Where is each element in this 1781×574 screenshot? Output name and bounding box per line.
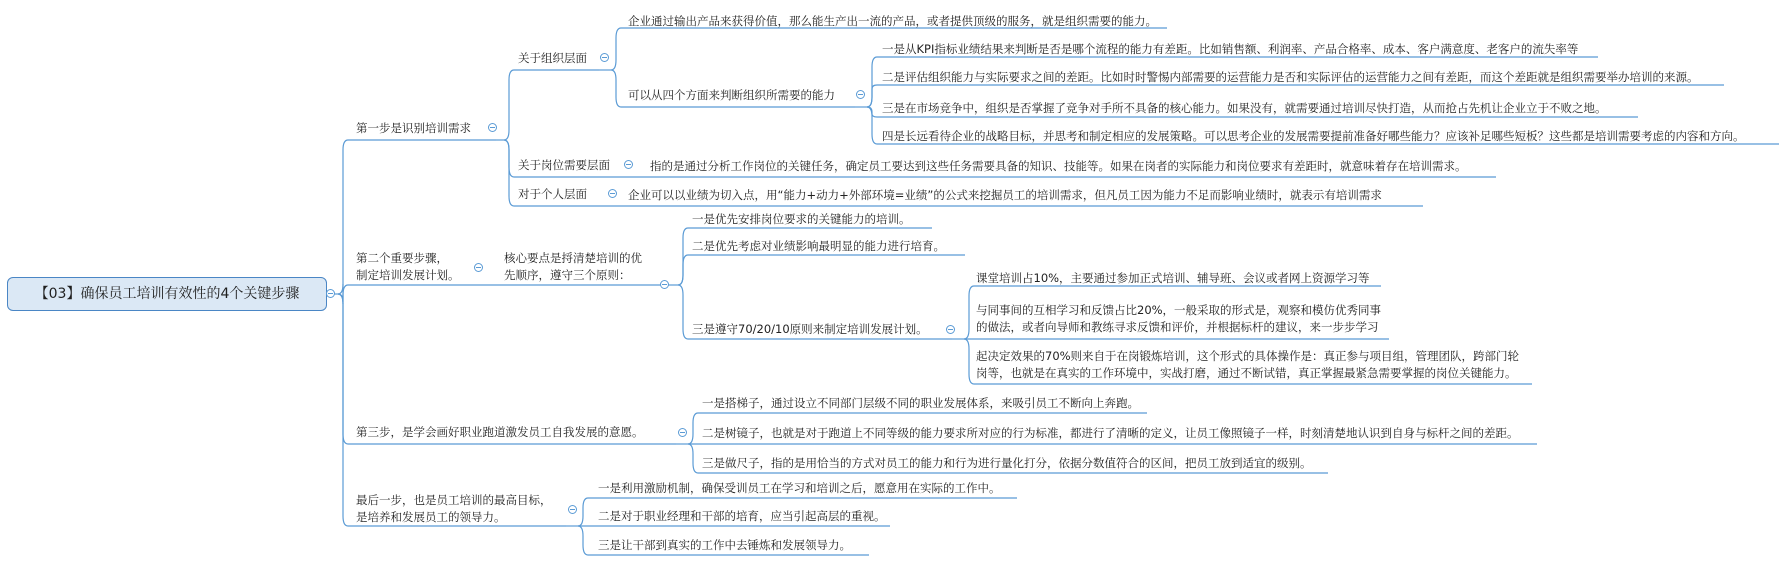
link-step1-person: [504, 140, 514, 206]
org-aspect-4[interactable]: 四是长远看待企业的战略目标，并思考和制定相应的发展策略。可以思考企业的发展需要提前准备好哪些能力？应该补足哪些短板？这些都是培训需要考虑的内容和方向。: [882, 129, 1745, 143]
collapse-core-icon[interactable]: [660, 280, 669, 289]
collapse-root-icon[interactable]: [326, 289, 335, 298]
org-value-node[interactable]: 企业通过输出产品来获得价值，那么能生产出一流的产品，或者提供顶级的服务，就是组织需要的能力。: [628, 14, 1157, 28]
rule-70-percent[interactable]: 起决定效果的70%则来自于在岗锻炼培训，这个形式的具体操作是：真正参与项目组，管理团队，跨部门轮岗等，也就是在真实的工作环境中，实战打磨，通过不断试错，真正掌握最紧急需要掌握的岗位关键能力。: [976, 349, 1520, 380]
root-node[interactable]: 【03】确保员工培训有效性的4个关键步骤: [7, 277, 327, 311]
rule-10-percent[interactable]: 课堂培训占10%，主要通过参加正式培训、辅导班、会议或者网上资源学习等: [976, 271, 1370, 285]
org-aspect-2[interactable]: 二是评估组织能力与实际要求之间的差距。比如时时警惕内部需要的运营能力是否和实际评估的运营能力之间有差距，而这个差距就是组织需要举办培训的来源。: [882, 70, 1699, 84]
link-core-p1: [678, 228, 932, 285]
link-core-p2: [678, 255, 965, 285]
post-value-node[interactable]: 指的是通过分析工作岗位的关键任务，确定员工要达到这些任务需要具备的知识、技能等。如果在岗者的实际能力和岗位要求有差距时，就意味着存在培训需求。: [650, 159, 1467, 173]
step3-node[interactable]: 第三步，是学会画好职业跑道激发员工自我发展的意愿。: [356, 425, 644, 439]
link-trunk-step1: [338, 140, 348, 294]
collapse-step1-icon[interactable]: [488, 123, 497, 132]
principle-1[interactable]: 一是优先安排岗位要求的关键能力的培训。: [692, 212, 911, 226]
org-aspect-1[interactable]: 一是从KPI指标业绩结果来判断是否是哪个流程的能力有差距。比如销售额、利润率、产品合格率、成本、客户满意度、老客户的流失率等: [882, 42, 1579, 56]
org-aspect-3[interactable]: 三是在市场竞争中，组织是否掌握了竞争对手所不具备的核心能力。如果没有，就需要通过培训尽快打造，从而抢占先机让企业立于不败之地。: [882, 101, 1607, 115]
step4-node-line1[interactable]: 最后一步，也是员工培训的最高目标，: [356, 493, 552, 507]
post-level-node[interactable]: 关于岗位需要层面: [518, 158, 610, 172]
principle-2[interactable]: 二是优先考虑对业绩影响最明显的能力进行培育。: [692, 239, 945, 253]
core-principle-line1[interactable]: 核心要点是捋清楚培训的优: [504, 251, 642, 265]
rule-20-percent[interactable]: 与同事间的互相学习和反馈占比20%，一般采取的形式是，观察和模仿优秀同事的做法，或者向导师和教练寻求反馈和评价，并根据标杆的建议，来一步步学习: [976, 303, 1382, 334]
person-value-node[interactable]: 企业可以以业绩为切入点，用“能力+动力+外部环境=业绩”的公式来挖掘员工的培训需求，但凡员工因为能力不足而影响业绩时，就表示有培训需求: [628, 188, 1382, 202]
collapse-step3-icon[interactable]: [678, 428, 687, 437]
collapse-org-icon[interactable]: [600, 53, 609, 62]
step2-node-line1[interactable]: 第二个重要步骤，: [356, 251, 448, 265]
link-step1-org: [504, 70, 514, 140]
principle-3[interactable]: 三是遵守70/20/10原则来制定培训发展计划。: [692, 322, 928, 336]
org-level-node[interactable]: 关于组织层面: [518, 51, 587, 65]
leadership-item-1[interactable]: 一是利用激励机制，确保受训员工在学习和培训之后，愿意用在实际的工作中。: [598, 481, 1001, 495]
collapse-step4-icon[interactable]: [568, 505, 577, 514]
collapse-post-icon[interactable]: [624, 160, 633, 169]
collapse-person-icon[interactable]: [608, 189, 617, 198]
leadership-item-2[interactable]: 二是对于职业经理和干部的培育，应当引起高层的重视。: [598, 509, 886, 523]
career-mirror-item[interactable]: 二是树镜子，也就是对于跑道上不同等级的能力要求所对应的行为标准，都进行了清晰的定义，让员工像照镜子一样，时刻清楚地认识到自身与标杆之间的差距。: [702, 426, 1519, 440]
step1-node[interactable]: 第一步是识别培训需求: [356, 121, 471, 135]
step2-node-line2[interactable]: 制定培训发展计划。: [356, 268, 460, 282]
step4-node-line2[interactable]: 是培养和发展员工的领导力。: [356, 510, 506, 524]
link-trunk-step4: [338, 294, 348, 526]
person-level-node[interactable]: 对于个人层面: [518, 187, 587, 201]
career-ruler-item[interactable]: 三是做尺子，指的是用恰当的方式对员工的能力和行为进行量化打分，依据分数值符合的区间，把员工放到适宜的级别。: [702, 456, 1312, 470]
leadership-item-3[interactable]: 三是让干部到真实的工作中去锤炼和发展领导力。: [598, 538, 851, 552]
org-four-aspects-node[interactable]: 可以从四个方面来判断组织所需要的能力: [628, 88, 835, 102]
collapse-step2-icon[interactable]: [474, 263, 483, 272]
collapse-four-aspects-icon[interactable]: [856, 90, 865, 99]
career-ladder-item[interactable]: 一是搭梯子，通过设立不同部门层级不同的职业发展体系，来吸引员工不断向上奔跑。: [702, 396, 1139, 410]
collapse-principle3-icon[interactable]: [946, 325, 955, 334]
core-principle-line2[interactable]: 先顺序，遵守三个原则：: [504, 268, 631, 282]
